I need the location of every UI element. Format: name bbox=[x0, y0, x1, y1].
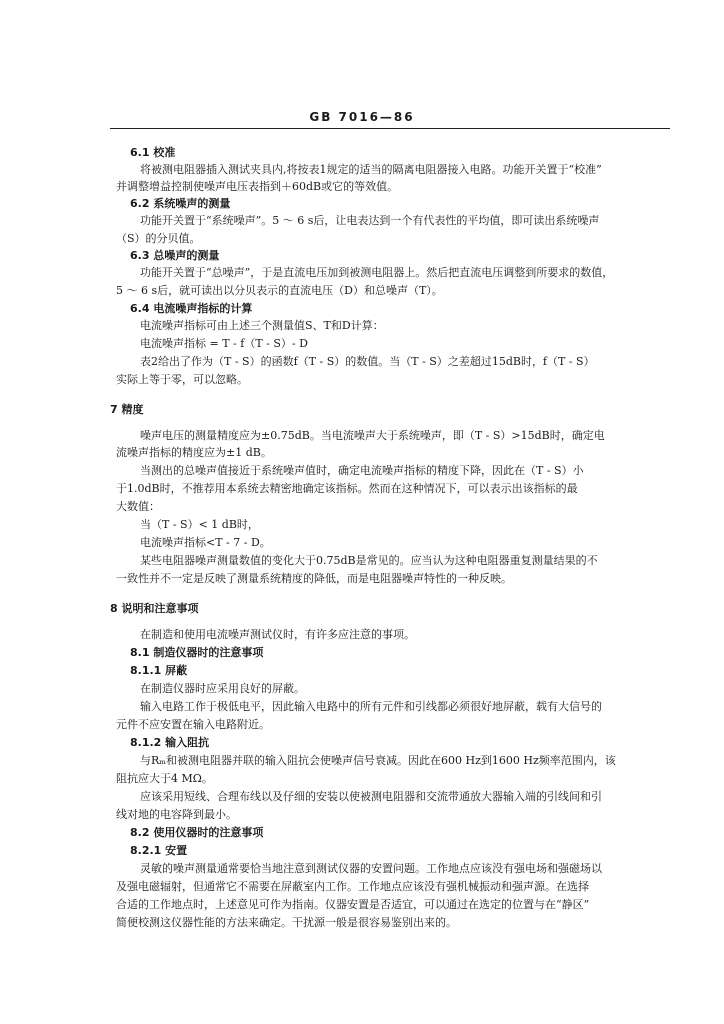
section-6-2-heading: 6.2 系统噪声的测量 bbox=[130, 197, 231, 210]
section-8-2-heading: 8.2 使用仪器时的注意事项 bbox=[130, 826, 264, 839]
paragraph-line: 简便校测这仪器性能的方法来确定。干扰源一般是很容易鉴别出来的。 bbox=[116, 916, 457, 929]
paragraph-line: 一致性并不一定是反映了测量系统精度的降低，而是电阻器噪声特性的一种反映。 bbox=[116, 572, 512, 585]
paragraph-line: 噪声电压的测量精度应为±0.75dB。当电流噪声大于系统噪声，即（T - S）>15dB时，确定电 bbox=[140, 429, 605, 442]
section-7-heading: 7 精度 bbox=[110, 403, 144, 416]
section-8-1-heading: 8.1 制造仪器时的注意事项 bbox=[130, 646, 264, 659]
paragraph-line: 线对地的电容降到最小。 bbox=[116, 808, 237, 821]
paragraph-line: 实际上等于零，可以忽略。 bbox=[116, 373, 248, 386]
section-8-heading: 8 说明和注意事项 bbox=[110, 602, 199, 615]
paragraph-line: 并调整增益控制使噪声电压表指到＋60dB或它的等效值。 bbox=[116, 180, 399, 193]
paragraph-line: 输入电路工作于极低电平，因此输入电路中的所有元件和引线都必须很好地屏蔽，载有大信号的 bbox=[140, 700, 602, 713]
section-6-4-heading: 6.4 电流噪声指标的计算 bbox=[130, 302, 253, 315]
paragraph-line: 在制造和使用电流噪声测试仪时，有许多应注意的事项。 bbox=[140, 628, 415, 641]
paragraph-line: 应该采用短线、合理布线以及仔细的安装以使被测电阻器和交流带通放大器输入端的引线间和引 bbox=[140, 790, 602, 803]
paragraph-line: 灵敏的噪声测量通常要恰当地注意到测试仪器的安置问题。工作地点应该没有强电场和强磁场以 bbox=[140, 862, 602, 875]
paragraph-line: 5 ～ 6 s后，就可读出以分贝表示的直流电压（D）和总噪声（T）。 bbox=[116, 284, 443, 297]
formula-line: 电流噪声指标 = T - f（T - S）- D bbox=[140, 337, 308, 350]
section-8-1-1-heading: 8.1.1 屏蔽 bbox=[130, 664, 188, 677]
paragraph-line: 当测出的总噪声值接近于系统噪声值时，确定电流噪声指标的精度下降，因此在（T - S）小 bbox=[140, 464, 584, 477]
paragraph-line: 功能开关置于“系统噪声”。5 ～ 6 s后，让电表达到一个有代表性的平均值，即可读出系统噪声 bbox=[140, 214, 600, 227]
paragraph-line: 将被测电阻器插入测试夹具内,将按表1规定的适当的隔离电阻器接入电路。功能开关置于“校准” bbox=[140, 163, 602, 176]
paragraph-line: 功能开关置于“总噪声”，于是直流电压加到被测电阻器上。然后把直流电压调整到所要求的数值， bbox=[140, 266, 614, 279]
paragraph-line: 及强电磁辐射，但通常它不需要在屏蔽室内工作。工作地点应该没有强机械振动和强声源。在选择 bbox=[116, 880, 589, 893]
paragraph-line: 在制造仪器时应采用良好的屏蔽。 bbox=[140, 682, 305, 695]
paragraph-line: 表2给出了作为（T - S）的函数f（T - S）的数值。当（T - S）之差超过15dB时，f（T - S） bbox=[140, 355, 595, 368]
section-8-2-1-heading: 8.2.1 安置 bbox=[130, 844, 188, 857]
paragraph-line: 大数值： bbox=[116, 500, 160, 513]
paragraph-line: 与Rₘ和被测电阻器并联的输入阻抗会使噪声信号衰减。因此在600 Hz到1600 Hz频率范围内，该 bbox=[140, 754, 616, 767]
header-rule bbox=[110, 128, 670, 129]
section-8-1-2-heading: 8.1.2 输入阻抗 bbox=[130, 736, 210, 749]
paragraph-line: 某些电阻器噪声测量数值的变化大于0.75dB是常见的。应当认为这种电阻器重复测量结果的不 bbox=[140, 554, 598, 567]
standard-number-header: GB 7016—86 bbox=[309, 110, 415, 124]
paragraph-line: 流噪声指标的精度应为±1 dB。 bbox=[116, 446, 272, 459]
section-6-3-heading: 6.3 总噪声的测量 bbox=[130, 249, 220, 262]
paragraph-line: 元件不应安置在输入电路附近。 bbox=[116, 718, 270, 731]
paragraph-line: 电流噪声指标可由上述三个测量值S、T和D计算： bbox=[140, 319, 384, 332]
paragraph-line: 阻抗应大于4 MΩ。 bbox=[116, 772, 213, 785]
paragraph-line: （S）的分贝值。 bbox=[116, 232, 201, 245]
formula-line: 当（T - S）< 1 dB时， bbox=[140, 518, 259, 531]
section-6-1-heading: 6.1 校准 bbox=[130, 146, 176, 159]
formula-line: 电流噪声指标<T - 7 - D。 bbox=[140, 536, 271, 549]
paragraph-line: 于1.0dB时，不推荐用本系统去精密地确定该指标。然而在这种情况下，可以表示出该指标的最 bbox=[116, 482, 578, 495]
paragraph-line: 合适的工作地点时，上述意见可作为指南。仪器安置是否适宜，可以通过在选定的位置与在“静区” bbox=[116, 898, 590, 911]
